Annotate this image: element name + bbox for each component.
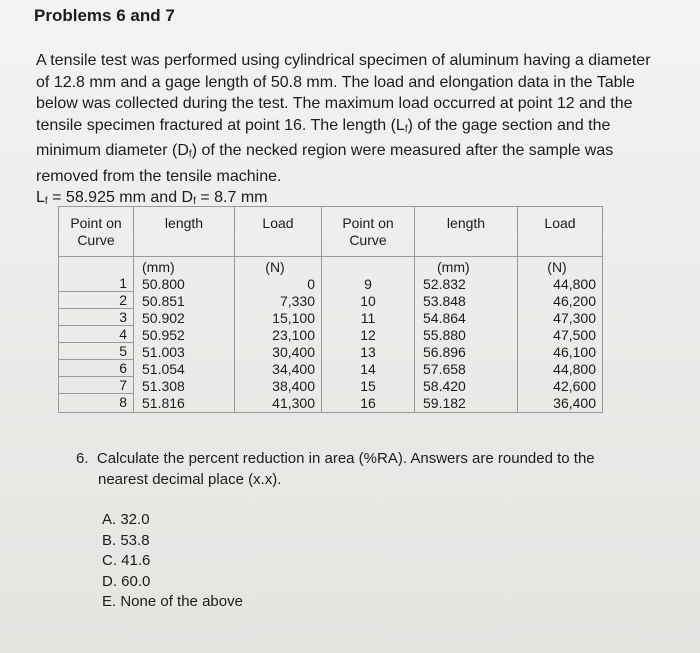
unit-label: (mm) [437,259,470,275]
table-cell: 1 [59,275,133,292]
header-text: length [446,215,486,231]
page-heading: Problems 6 and 7 [34,6,175,25]
data-table [58,206,603,413]
question-line: Calculate the percent reduction in area (%RA). Answers are rounded to the [96,450,595,467]
table-cell: 46,100 [553,344,596,360]
table-cell: 51.054 [142,361,185,377]
table-cell: 16 [360,395,376,411]
header-point-on-curve-2 [322,207,415,257]
text-part: = 8.7 mm [195,189,268,206]
problem-line: A tensile test was performed using cylindrical specimen of aluminum having a diameter [36,52,651,69]
problem-statement [36,50,656,213]
table-cell: 44,800 [553,276,596,292]
header-text: Curve [349,232,387,248]
text-part: L [36,189,45,206]
table-cell: 15 [360,378,376,394]
subscript: f [404,123,408,135]
header-text: Load [262,215,294,231]
column-loads-right [518,257,603,413]
problem-line [36,140,656,166]
table-cell: 9 [364,276,372,292]
text-part: tensile specimen fractured at point 16. The length (L [36,116,405,134]
text-part: ) of the gage section and the [407,116,611,134]
subscript: f [193,196,196,207]
table-header-row [59,207,603,257]
problem-line: removed from the tensile machine. [36,167,282,185]
table-cell: 23,100 [272,327,315,343]
header-point-on-curve [59,207,134,257]
table-cell: 13 [360,344,376,360]
header-length-2 [415,207,518,257]
table-cell: 46,200 [553,293,596,309]
choice-c: C. 41.6 [102,552,151,569]
question-number: 6. [76,450,89,467]
table-cell: 54.864 [423,310,466,326]
table-cell: 59.182 [423,395,466,411]
unit-label: (mm) [142,259,175,275]
table-cell: 53.848 [423,293,466,309]
table-cell: 0 [307,276,315,292]
header-text: Point on [70,215,122,231]
answer-choices [102,510,243,613]
choice-d: D. 60.0 [102,572,151,590]
question-text [76,448,656,490]
text-part: ) of the necked region were measured after the sample was [191,142,614,159]
table-cell: 30,400 [272,344,315,360]
header-text: Point on [342,215,394,231]
table-cell: 15,100 [272,310,315,326]
table-cell: 7,330 [279,293,315,309]
table-cell: 42,600 [553,378,596,394]
table-cell: 50.952 [142,327,185,343]
table-body-row [59,257,603,413]
subscript: f [44,196,48,207]
table-cell: 41,300 [272,395,315,411]
table-cell: 6 [59,360,133,377]
column-lengths-left [134,257,235,413]
question-line: nearest decimal place (x.x). [98,471,282,488]
table-cell: 56.896 [423,344,466,360]
table-cell: 50.902 [142,310,185,326]
table-cell: 50.800 [142,276,185,292]
header-load [235,207,322,257]
text-part: minimum diameter (D [36,142,189,159]
table-cell: 38,400 [272,378,315,394]
table-cell: 51.308 [142,378,185,394]
table-cell: 3 [59,309,133,326]
table-cell: 34,400 [272,361,315,377]
header-length [134,207,235,257]
unit-label: (N) [265,259,285,275]
table-cell: 4 [59,326,133,343]
header-load-2 [518,207,603,257]
column-loads-left [235,257,322,413]
table-cell: 14 [360,361,376,377]
unit-label: (N) [547,259,567,275]
header-text: Curve [77,232,115,248]
table-cell: 50.851 [142,293,185,309]
question-6 [76,448,656,490]
column-points-right [322,257,415,413]
table-cell: 10 [360,293,376,309]
table-cell: 52.832 [423,276,466,292]
spacer [59,257,133,275]
table-cell: 47,500 [553,327,596,343]
table-cell: 57.658 [423,361,466,377]
table-cell: 51.003 [142,344,185,360]
subscript: f [188,149,192,160]
table-cell: 44,800 [553,361,596,377]
header-text: Load [544,215,576,231]
column-lengths-right [415,257,518,413]
header-text: length [164,215,204,231]
table-cell: 36,400 [553,395,596,411]
choice-a: A. 32.0 [102,511,150,528]
table-cell: 5 [59,343,133,360]
problem-line [36,115,656,141]
table-cell: 11 [360,310,376,326]
text-part: = 58.925 mm and D [47,189,194,206]
table-cell: 51.816 [142,395,185,411]
table-cell: 55.880 [423,327,466,343]
choice-b: B. 53.8 [102,531,150,549]
table-cell: 12 [360,327,376,343]
table-cell: 8 [119,394,127,410]
choice-e: E. None of the above [102,593,243,610]
problem-line: below was collected during the test. The maximum load occurred at point 12 and the [36,95,633,112]
column-points-left [59,257,134,413]
table-cell: 2 [59,292,133,309]
table-cell: 58.420 [423,378,466,394]
table-cell: 47,300 [553,310,596,326]
table-cell: 7 [59,377,133,394]
problem-line: of 12.8 mm and a gage length of 50.8 mm. The load and elongation data in the Table [36,73,635,91]
spacer [322,259,414,276]
